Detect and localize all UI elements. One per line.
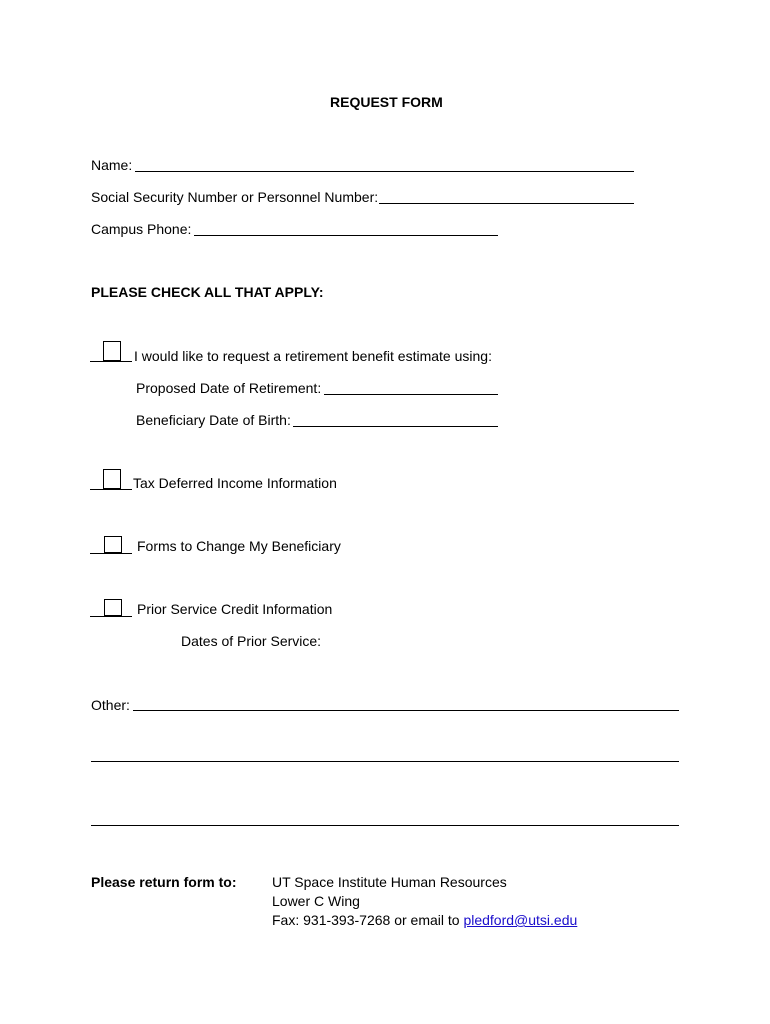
return-label: Please return form to:	[91, 874, 237, 890]
other-field-line-3[interactable]	[91, 825, 679, 826]
other-label: Other:	[91, 697, 130, 713]
checkbox-underline	[90, 361, 132, 362]
checkbox-underline	[90, 489, 132, 490]
checkbox-underline	[90, 553, 132, 554]
form-title: REQUEST FORM	[330, 94, 443, 110]
prior-service-label: Prior Service Credit Information	[137, 601, 333, 617]
other-field-line-2[interactable]	[91, 761, 679, 762]
return-address-line-1: UT Space Institute Human Resources	[272, 874, 507, 890]
ssn-label: Social Security Number or Personnel Number:	[91, 189, 379, 205]
section-heading: PLEASE CHECK ALL THAT APPLY:	[91, 284, 324, 300]
return-address-line-2: Lower C Wing	[272, 893, 360, 909]
phone-label: Campus Phone:	[91, 221, 192, 237]
checkbox-box	[104, 599, 122, 616]
fax-text: Fax: 931-393-7268 or email to	[272, 912, 460, 928]
name-label: Name:	[91, 157, 133, 173]
estimate-label: I would like to request a retirement benefit estimate using:	[134, 348, 492, 364]
checkbox-box	[103, 341, 121, 361]
beneficiary-forms-label: Forms to Change My Beneficiary	[137, 538, 341, 554]
prior-service-dates-label: Dates of Prior Service:	[181, 633, 322, 649]
email-link[interactable]: pledford@utsi.edu	[463, 912, 578, 928]
tax-deferred-label: Tax Deferred Income Information	[133, 475, 337, 491]
proposed-date-field[interactable]	[324, 394, 498, 395]
beneficiary-dob-label: Beneficiary Date of Birth:	[136, 412, 291, 428]
checkbox-box	[103, 469, 121, 489]
beneficiary-dob-field[interactable]	[293, 426, 498, 427]
name-field[interactable]	[135, 171, 634, 172]
return-address-line-3	[272, 912, 577, 928]
checkbox-box	[104, 536, 122, 553]
phone-field[interactable]	[194, 235, 498, 236]
ssn-field[interactable]	[379, 203, 634, 204]
proposed-date-label: Proposed Date of Retirement:	[136, 380, 322, 396]
checkbox-underline	[90, 616, 132, 617]
other-field-line-1[interactable]	[133, 710, 679, 711]
